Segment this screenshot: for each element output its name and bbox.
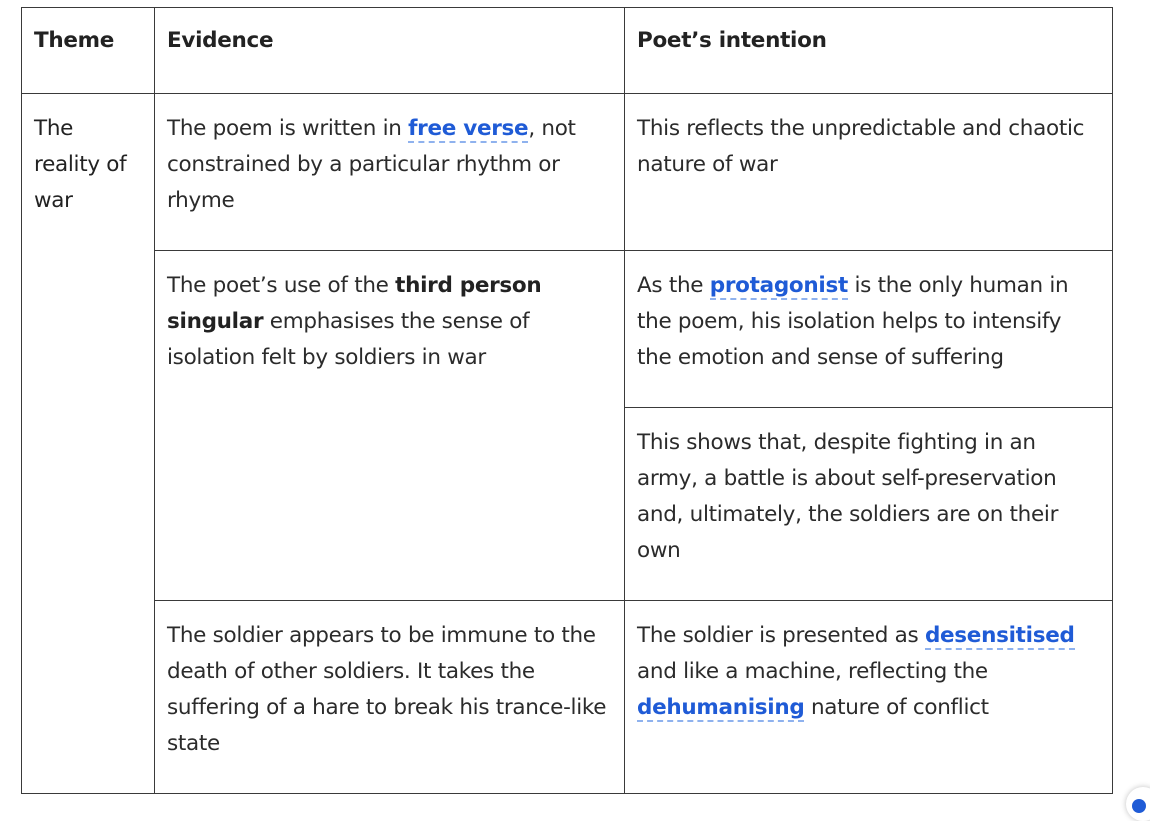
theme-table <box>21 7 1113 794</box>
intention-text: As the <box>637 273 710 298</box>
glossary-link-free-verse[interactable]: free verse <box>408 116 529 141</box>
intention-text: is the only human in the poem, his isolation helps to intensify the emotion and sense of suffering <box>637 273 1069 370</box>
table-row <box>22 251 1113 408</box>
table-row <box>22 601 1113 794</box>
intention-text: This shows that, despite fighting in an army, a battle is about self-preservation and, ultimately, the soldiers are on their own <box>637 430 1059 563</box>
glossary-link-protagonist[interactable]: protagonist <box>709 273 848 298</box>
header-evidence: Evidence <box>155 8 625 94</box>
intention-cell <box>625 94 1113 251</box>
intention-text: The soldier is presented as <box>637 623 925 648</box>
evidence-text: The poet’s use of the <box>167 273 396 298</box>
header-poets-intention: Poet’s intention <box>625 8 1113 94</box>
glossary-link-dehumanising[interactable]: dehumanising <box>637 695 805 720</box>
floating-help-button[interactable] <box>1126 787 1150 821</box>
header-theme: Theme <box>22 8 155 94</box>
glossary-link-desensitised[interactable]: desensitised <box>924 623 1075 648</box>
table-header-row <box>22 8 1113 94</box>
intention-text: and like a machine, reflecting the <box>637 659 988 684</box>
evidence-cell <box>155 601 625 794</box>
intention-text: This reflects the unpredictable and chaotic nature of war <box>637 116 1085 177</box>
intention-cell <box>625 251 1113 408</box>
help-bubble-icon <box>1132 799 1146 813</box>
evidence-emphasis: third person singular <box>167 273 542 334</box>
evidence-text: The soldier appears to be immune to the death of other soldiers. It takes the suffering of a hare to break his trance-like state <box>167 623 607 756</box>
evidence-cell <box>155 251 625 601</box>
evidence-text: emphasises the sense of isolation felt by soldiers in war <box>167 309 530 370</box>
intention-text: nature of conflict <box>804 695 989 720</box>
evidence-text: The poem is written in <box>167 116 409 141</box>
evidence-text: , not constrained by a particular rhythm or rhyme <box>167 116 576 213</box>
intention-cell <box>625 601 1113 794</box>
theme-cell: The reality of war <box>22 94 155 794</box>
evidence-cell <box>155 94 625 251</box>
table-row <box>22 94 1113 251</box>
intention-cell <box>625 408 1113 601</box>
